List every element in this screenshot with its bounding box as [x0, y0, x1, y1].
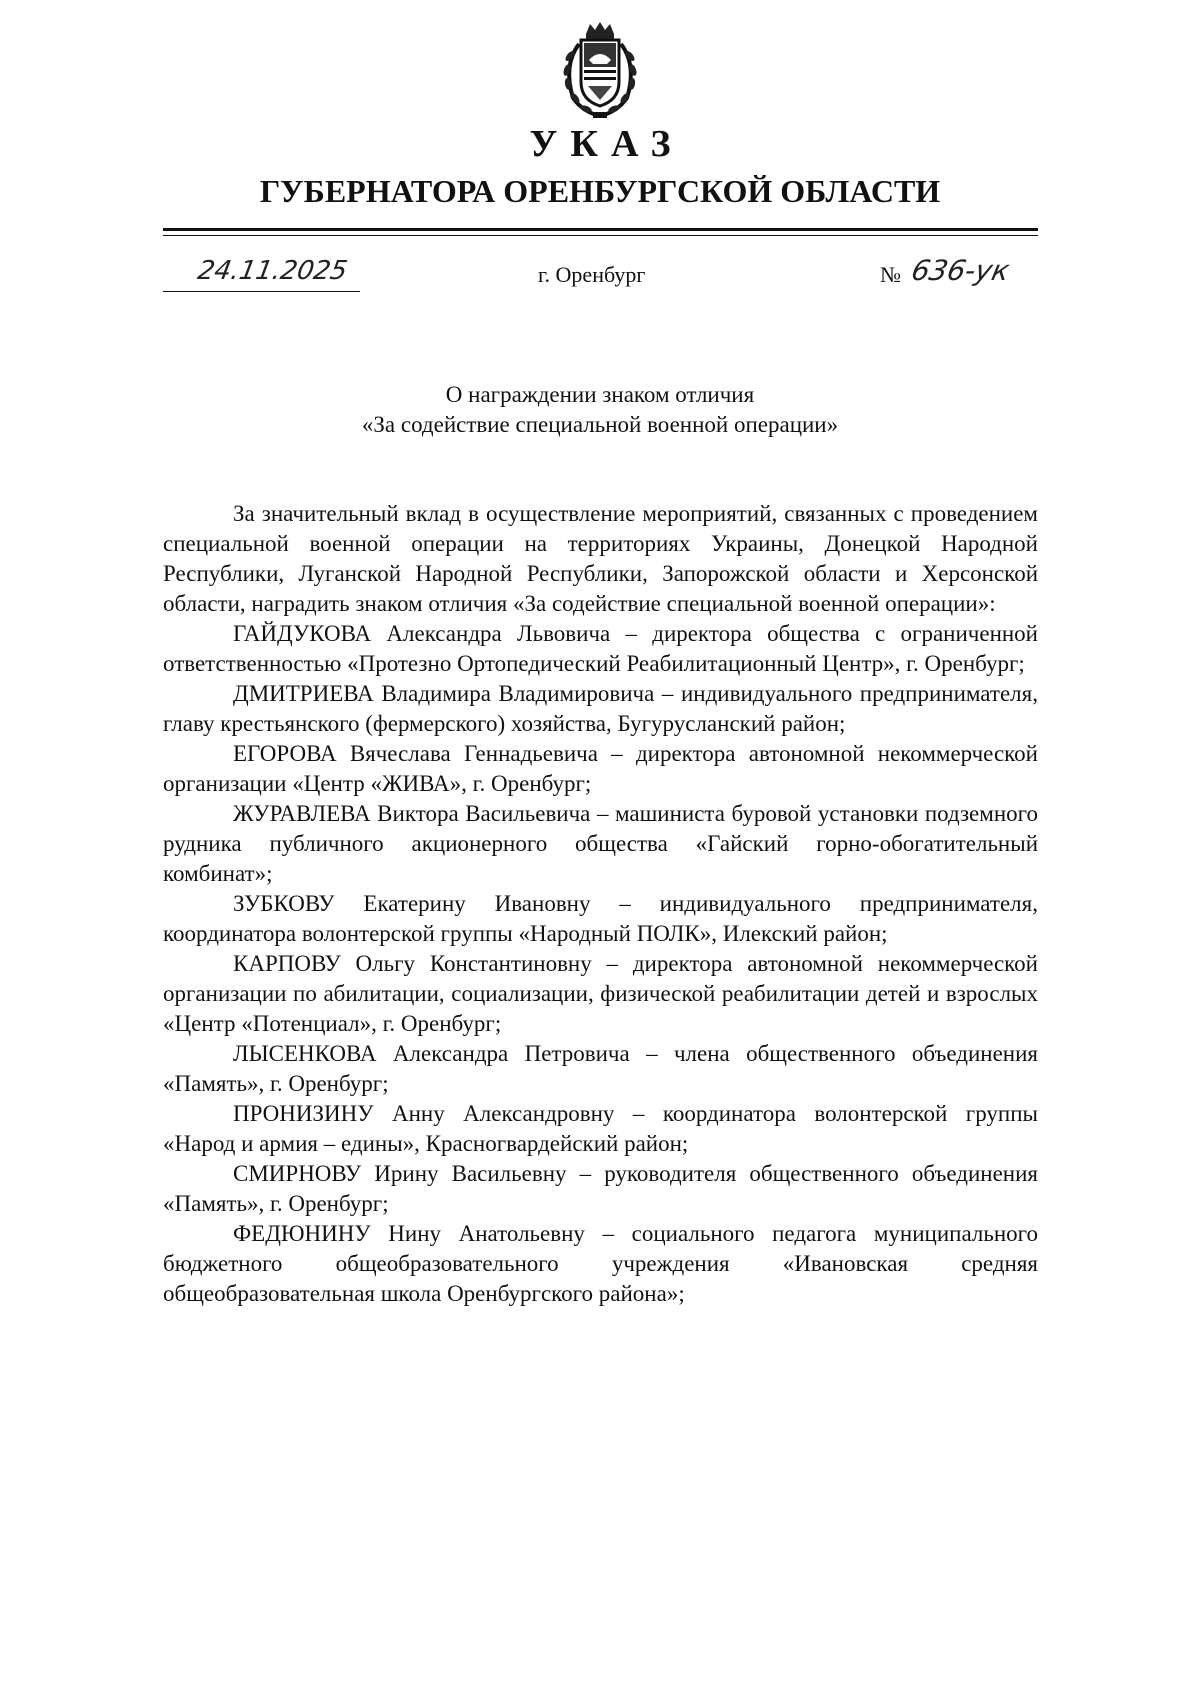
document-body	[163, 499, 1038, 1309]
document-meta	[0, 256, 1200, 296]
awardee-paragraph: ЖУРАВЛЕВА Виктора Васильевича – машиниста буровой установки подземного рудника публичного акционерного общества «Гайский горно-обогатительный комбинат»;	[163, 801, 1038, 886]
awardee-paragraph: ЗУБКОВУ Екатерину Ивановну – индивидуального предпринимателя, координатора волонтерской группы «Народный ПОЛК», Илекский район;	[163, 891, 1038, 946]
coat-of-arms-icon	[553, 20, 647, 120]
awardee-paragraph: ДМИТРИЕВА Владимира Владимировича – индивидуального предпринимателя, главу крестьянского (фермерского) хозяйства, Бугурусланский район;	[163, 681, 1038, 736]
document-city: г. Оренбург	[538, 262, 646, 287]
header-divider	[163, 228, 1038, 231]
heading-line-1: О награждении знаком отличия	[445, 382, 755, 407]
awardee-paragraph: ЕГОРОВА Вячеслава Геннадьевича – директора автономной некоммерческой организации «Центр «ЖИВА», г. Оренбург;	[163, 741, 1038, 796]
awardee-paragraph: ПРОНИЗИНУ Анну Александровну – координатора волонтерской группы «Народ и армия – едины», Красногвардейский район;	[163, 1101, 1038, 1156]
document-heading	[0, 380, 1200, 440]
document-subtitle: ГУБЕРНАТОРА ОРЕНБУРГСКОЙ ОБЛАСТИ	[259, 173, 941, 209]
awardee-paragraph: ГАЙДУКОВА Александра Львовича – директора общества с ограниченной ответственностью «Протезно Ортопедический Реабилитационный Центр», г. Оренбург;	[163, 621, 1038, 676]
awardee-paragraph: КАРПОВУ Ольгу Константиновну – директора автономной некоммерческой организации по абилитации, социализации, физической реабилитации детей и взрослых «Центр «Потенциал», г. Оренбург;	[163, 951, 1038, 1036]
date-underline	[163, 291, 360, 292]
awardee-paragraph: ЛЫСЕНКОВА Александра Петровича – члена общественного объединения «Память», г. Оренбург;	[163, 1041, 1038, 1096]
heading-line-2: «За содействие специальной военной операции»	[361, 412, 839, 437]
intro-paragraph: За значительный вклад в осуществление мероприятий, связанных с проведением специальной военной операции на территориях Украины, Донецкой Народной Республики, Луганской Народной Республики, Запорожской области и Херсонской области, наградить знаком отличия «За содействие специальной военной операции»:	[163, 501, 1038, 616]
awardee-paragraph: СМИРНОВУ Ирину Васильевну – руководителя общественного объединения «Память», г. Оренбург;	[163, 1161, 1038, 1216]
header-divider-thin	[163, 235, 1038, 236]
document-number: 636-ук	[908, 254, 1013, 287]
awardee-paragraph: ФЕДЮНИНУ Нину Анатольевну – социального педагога муниципального бюджетного общеобразовательного учреждения «Ивановская средняя общеобразовательная школа Оренбургского района»;	[163, 1221, 1038, 1306]
document-title: УКАЗ	[529, 123, 684, 165]
document-number-label: №	[880, 262, 901, 287]
document-date: 24.11.2025	[195, 256, 350, 286]
